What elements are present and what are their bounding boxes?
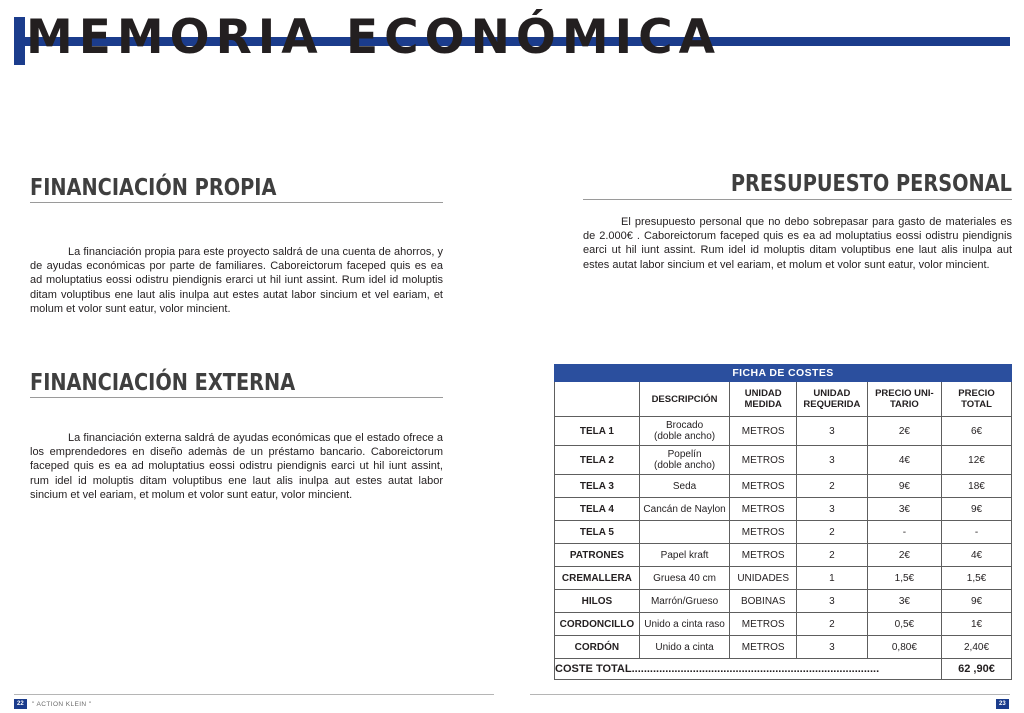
coste-total-label: COSTE TOTAL................................................................................. [555,659,942,680]
table-row [555,613,1012,636]
cell-precio-total: 9€ [942,498,1012,521]
cell-descripcion: Gruesa 40 cm [639,567,730,590]
paragraph-financiacion-externa [30,431,443,502]
cell-unidad-requerida: 3 [797,636,868,659]
cell-precio-total: 18€ [942,475,1012,498]
column-header-descripcion: DESCRIPCIÓN [639,382,730,417]
cell-descripcion: Papel kraft [639,544,730,567]
table-row [555,475,1012,498]
cell-unidad-requerida: 2 [797,475,868,498]
cell-precio-unitario: 0,5€ [867,613,941,636]
section-heading-financiacion-externa: FINANCIACIÓN EXTERNA [30,370,296,396]
cell-descripcion-line2: (doble ancho) [653,431,716,442]
page-number-right: 23 [996,699,1009,709]
page-number-left: 22 [14,699,27,709]
table-row [555,417,1012,446]
table-row [555,498,1012,521]
cell-item: PATRONES [555,544,640,567]
coste-total-value: 62 ,90€ [942,659,1012,680]
table-title: FICHA DE COSTES [555,365,1012,382]
table-row [555,636,1012,659]
cell-descripcion-line1: Brocado [665,420,704,431]
cell-descripcion [639,446,730,475]
cell-unidad-requerida: 1 [797,567,868,590]
column-header-precio-unitario [867,382,941,417]
column-header-unidad-medida-line1: UNIDAD [744,388,782,399]
cell-unidad-medida: UNIDADES [730,567,797,590]
footer-rule-right [530,694,1010,695]
cell-item: HILOS [555,590,640,613]
cell-unidad-medida: METROS [730,636,797,659]
cell-unidad-requerida: 3 [797,498,868,521]
table-row [555,590,1012,613]
cell-precio-unitario: 2€ [867,544,941,567]
cell-unidad-medida: BOBINAS [730,590,797,613]
cell-precio-total: 2,40€ [942,636,1012,659]
cell-item: CORDÓN [555,636,640,659]
cell-item: TELA 4 [555,498,640,521]
cell-unidad-medida: METROS [730,613,797,636]
paragraph-text: La financiación propia para este proyecto saldrá de una cuenta de ahorros, y de ayudas económicas por parte de familiares. Caboreictorum faceped quis es ea ad moluptatius eossi odistru piendignis erarci ut hil iunt assint. Rum idel id moluptis ditam voluptibus ene laut alis inulpa aut estes autat labor sincium et vel eariam, et molum et volor sunt eatur, volor mincient. [30,246,443,315]
cell-unidad-medida: METROS [730,498,797,521]
section-heading-financiacion-propia: FINANCIACIÓN PROPIA [30,175,277,201]
column-header-item [555,382,640,417]
cell-precio-unitario: 1,5€ [867,567,941,590]
page-title: MEMORIA ECONÓMICA [26,10,721,65]
cell-precio-total: - [942,521,1012,544]
cell-descripcion: Unido a cinta raso [639,613,730,636]
column-header-precio-unitario-line1: PRECIO UNI- [875,388,934,399]
cell-unidad-requerida: 3 [797,417,868,446]
cell-precio-total: 12€ [942,446,1012,475]
cell-descripcion-line1: Popelín [667,449,702,460]
table-row [555,521,1012,544]
column-header-unidad-medida [730,382,797,417]
section-rule-financiacion-externa [30,397,443,398]
paragraph-text: El presupuesto personal que no debo sobrepasar para gasto de materiales es de 2.000€ . Caboreictorum faceped quis es ea ad moluptatius eossi odistru piendignis earci ut hil iunt assint. Rum idel id moluptis ditam voluptibus ene laut alis inulpa aut estes autat labor sincium et vel eariam, et molum et volor sunt eatur, volor mincient. [583,216,1012,271]
paragraph-text: La financiación externa saldrá de ayudas económicas que el estado ofrece a los emprendedores en diseño ademàs de un préstamo bancario. Caboreictorum faceped quis es ea ad moluptatius eossi odistru piendignis earci ut hil iunt assint, rum idel id moluptis ditam voluptibus ene laut alis inulpa aut estes autat labor sincium et vel eariam, et molum et volor sunt eatur, volor mincient. [30,432,443,501]
column-header-precio-total-line1: PRECIO [958,388,995,399]
cell-precio-total: 4€ [942,544,1012,567]
cell-precio-unitario: 9€ [867,475,941,498]
paragraph-presupuesto-personal [583,215,1012,272]
cell-precio-unitario: 2€ [867,417,941,446]
column-header-precio-total [942,382,1012,417]
cell-precio-total: 9€ [942,590,1012,613]
cell-unidad-medida: METROS [730,521,797,544]
cell-item: TELA 2 [555,446,640,475]
column-header-precio-unitario-line2: TARIO [889,399,919,410]
column-header-unidad-requerida-line1: UNIDAD [813,388,851,399]
ficha-de-costes-table-container [554,364,1012,680]
footer-label-left: " ACTION KLEIN " [32,701,92,708]
cell-precio-unitario: 0,80€ [867,636,941,659]
table-row [555,446,1012,475]
cell-unidad-requerida: 2 [797,613,868,636]
cell-precio-unitario: 3€ [867,498,941,521]
ficha-de-costes-table [554,364,1012,680]
column-header-unidad-medida-line2: MEDIDA [744,399,782,410]
section-rule-financiacion-propia [30,202,443,203]
cell-item: TELA 1 [555,417,640,446]
cell-item: TELA 3 [555,475,640,498]
cell-descripcion-line2: (doble ancho) [653,460,716,471]
table-header-row [555,382,1012,417]
cell-item: TELA 5 [555,521,640,544]
cell-unidad-requerida: 2 [797,544,868,567]
cell-precio-total: 1€ [942,613,1012,636]
cell-descripcion: Unido a cinta [639,636,730,659]
cell-precio-unitario: 4€ [867,446,941,475]
paragraph-financiacion-propia [30,245,443,316]
cell-descripcion [639,417,730,446]
table-row [555,544,1012,567]
cell-precio-total: 1,5€ [942,567,1012,590]
cell-unidad-requerida: 3 [797,446,868,475]
cell-descripcion: Seda [639,475,730,498]
column-header-unidad-requerida [797,382,868,417]
table-total-row [555,659,1012,680]
section-heading-presupuesto-personal: PRESUPUESTO PERSONAL [730,171,1012,197]
table-title-row [555,365,1012,382]
cell-precio-unitario: 3€ [867,590,941,613]
cell-unidad-medida: METROS [730,544,797,567]
cell-item: CREMALLERA [555,567,640,590]
section-rule-presupuesto-personal [583,199,1012,200]
cell-unidad-requerida: 2 [797,521,868,544]
table-row [555,567,1012,590]
cell-unidad-medida: METROS [730,475,797,498]
column-header-unidad-requerida-line2: REQUERIDA [803,399,861,410]
cell-descripcion: Marrón/Grueso [639,590,730,613]
cell-precio-unitario: - [867,521,941,544]
column-header-precio-total-line2: TOTAL [961,399,992,410]
cell-unidad-medida: METROS [730,446,797,475]
footer-rule-left [14,694,494,695]
cell-unidad-requerida: 3 [797,590,868,613]
cell-descripcion [639,521,730,544]
cell-item: CORDONCILLO [555,613,640,636]
cell-precio-total: 6€ [942,417,1012,446]
cell-descripcion: Cancán de Naylon [639,498,730,521]
cell-unidad-medida: METROS [730,417,797,446]
